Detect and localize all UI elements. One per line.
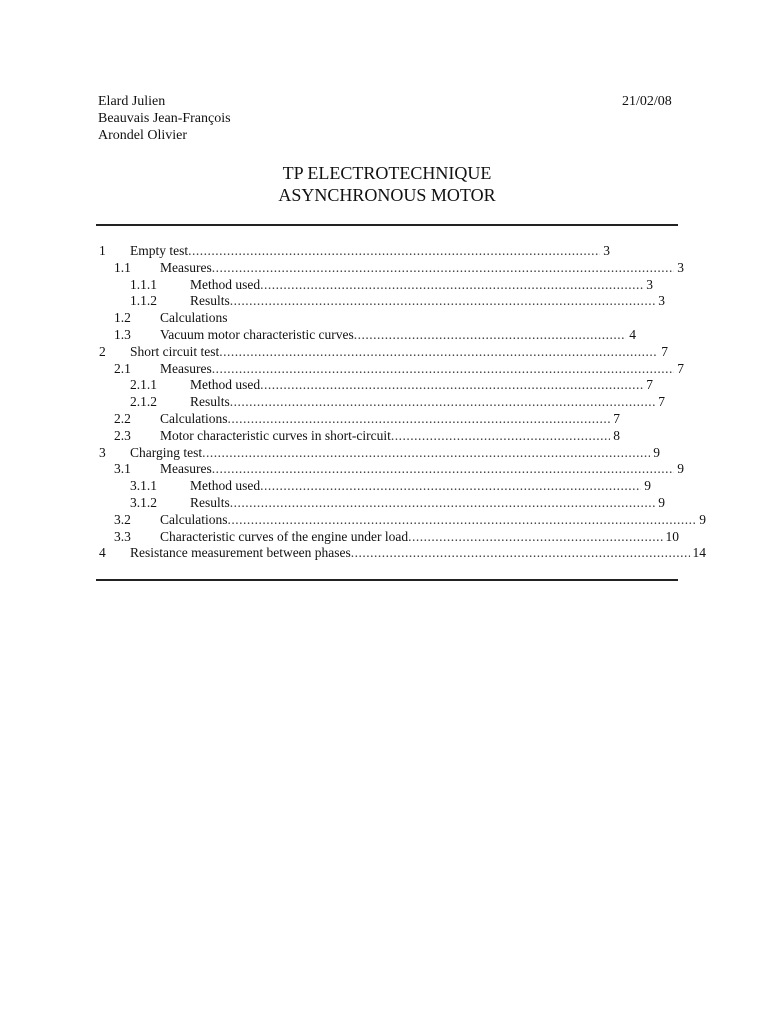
toc-entry-page: 4 (629, 327, 636, 342)
toc-entry-page: 3 (658, 293, 665, 309)
toc-entry[interactable] (0, 327, 768, 343)
toc-entry[interactable] (0, 411, 768, 427)
title-line-2: ASYNCHRONOUS MOTOR (278, 185, 496, 205)
toc-entry-title: Characteristic curves of the engine under load (160, 528, 409, 544)
toc-entry-title: Calculations (160, 511, 228, 527)
toc-entry-page: 9 (644, 478, 651, 494)
toc-entry-title: Results (190, 495, 230, 510)
toc-entry-title: Measures (160, 461, 212, 477)
toc-entry-title: Method used (190, 478, 261, 494)
toc-dot-leader (354, 327, 626, 343)
toc-entry-page: 9 (677, 461, 684, 477)
bottom-divider (96, 579, 678, 581)
toc-entry-title: Measures (160, 360, 212, 376)
toc-dot-leader (230, 293, 655, 309)
toc-entry[interactable] (0, 495, 768, 511)
toc-dot-leader (260, 277, 643, 293)
toc-entry-number: 4 (99, 545, 106, 561)
toc-entry-title: Method used (190, 377, 261, 393)
toc-entry-number: 1 (99, 243, 106, 258)
toc-entry-number: 3.1.2 (130, 495, 157, 510)
toc-entry-page: 9 (653, 444, 660, 460)
toc-entry-number: 2 (99, 343, 106, 359)
toc-dot-leader (230, 495, 655, 511)
title-line-1: TP ELECTROTECHNIQUE (282, 163, 492, 183)
toc-entry[interactable] (0, 545, 768, 561)
toc-dot-leader (230, 394, 655, 410)
toc-dot-leader (260, 478, 641, 494)
toc-entry-page: 3 (603, 243, 610, 258)
toc-entry-page: 7 (677, 360, 684, 376)
toc-entry-number: 3.1 (114, 461, 131, 477)
toc-entry-page: 8 (613, 427, 620, 443)
toc-entry-title: Results (190, 293, 230, 309)
toc-entry[interactable] (0, 428, 768, 444)
toc-entry-title: Method used (190, 276, 261, 292)
toc-entry[interactable] (0, 394, 768, 410)
toc-entry[interactable] (0, 344, 768, 360)
toc-entry[interactable] (0, 361, 768, 377)
toc-entry[interactable] (0, 478, 768, 494)
toc-dot-leader (391, 428, 610, 444)
toc-entry[interactable] (0, 310, 768, 326)
toc-entry-number: 2.1 (114, 360, 131, 376)
toc-dot-leader (351, 545, 690, 561)
toc-dot-leader (260, 377, 643, 393)
toc-entry-title: Measures (160, 259, 212, 275)
toc-dot-leader (202, 445, 650, 461)
toc-entry-page: 9 (699, 511, 706, 527)
toc-entry[interactable] (0, 377, 768, 393)
toc-entry-number: 1.1.1 (130, 276, 157, 292)
toc-entry[interactable] (0, 277, 768, 293)
toc-entry-title: Resistance measurement between phases (130, 545, 351, 561)
author-name: Arondel Olivier (98, 128, 188, 143)
toc-entry-number: 3.1.1 (130, 478, 157, 494)
toc-entry-number: 2.3 (114, 427, 131, 443)
toc-dot-leader (212, 361, 675, 377)
toc-entry-number: 3 (99, 444, 106, 460)
author-name: Beauvais Jean-François (98, 111, 231, 126)
toc-entry[interactable] (0, 512, 768, 528)
top-divider (96, 224, 678, 226)
toc-entry-number: 2.2 (114, 411, 131, 426)
toc-dot-leader (212, 260, 675, 276)
toc-dot-leader (188, 243, 600, 259)
toc-entry-number: 2.1.1 (130, 377, 157, 393)
toc-entry[interactable] (0, 461, 768, 477)
toc-dot-leader (212, 461, 675, 477)
toc-entry-number: 1.2 (114, 310, 131, 326)
toc-entry-title: Charging test (130, 444, 203, 460)
toc-entry-page: 9 (658, 495, 665, 510)
toc-entry-number: 3.3 (114, 528, 131, 544)
toc-entry-title: Motor characteristic curves in short-circuit (160, 427, 391, 443)
toc-dot-leader (228, 512, 697, 528)
toc-entry-title: Empty test (130, 243, 189, 258)
toc-entry[interactable] (0, 293, 768, 309)
toc-entry-title: Results (190, 394, 230, 410)
toc-entry-page: 3 (677, 259, 684, 275)
toc-entry[interactable] (0, 445, 768, 461)
document-date: 21/02/08 (622, 94, 672, 109)
toc-dot-leader (228, 411, 611, 427)
author-name: Elard Julien (98, 94, 166, 109)
toc-entry-title: Calculations (160, 310, 228, 326)
toc-entry-number: 1.1 (114, 259, 131, 275)
toc-entry[interactable] (0, 529, 768, 545)
toc-entry-number: 3.2 (114, 511, 131, 527)
toc-entry-number: 1.3 (114, 327, 131, 342)
toc-entry[interactable] (0, 243, 768, 259)
toc-entry-page: 7 (658, 394, 665, 410)
toc-entry-page: 10 (665, 528, 679, 544)
toc-dot-leader (408, 529, 662, 545)
toc-entry-number: 2.1.2 (130, 394, 157, 410)
toc-dot-leader (219, 344, 658, 360)
toc-entry-page: 7 (613, 411, 620, 426)
toc-entry-number: 1.1.2 (130, 293, 157, 309)
toc-entry-page: 7 (646, 377, 653, 393)
toc-entry-title: Vacuum motor characteristic curves (160, 327, 354, 342)
toc-entry-title: Short circuit test (130, 343, 220, 359)
toc-entry-title: Calculations (160, 411, 228, 426)
author-list (98, 93, 231, 144)
toc-entry-page: 14 (692, 545, 706, 561)
toc-entry[interactable] (0, 260, 768, 276)
toc-entry-page: 3 (646, 276, 653, 292)
toc-entry-page: 7 (661, 343, 668, 359)
